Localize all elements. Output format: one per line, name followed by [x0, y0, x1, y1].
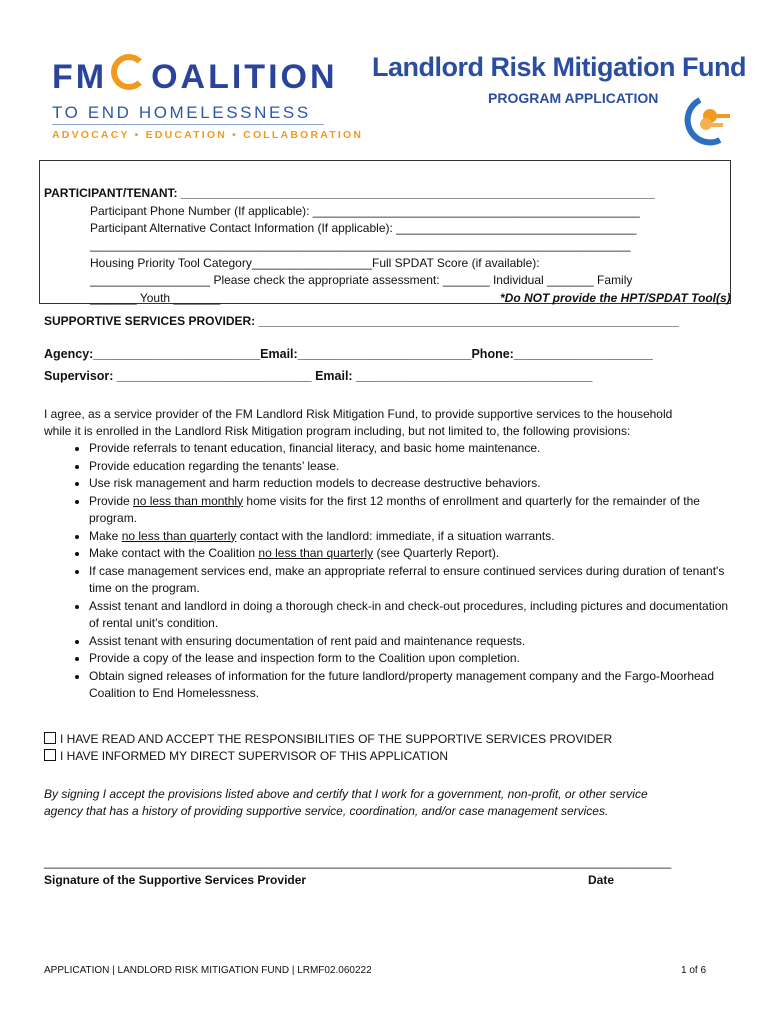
- list-item: • Assist tenant with ensuring documentation of rent paid and maintenance requests.: [89, 633, 729, 651]
- informed-checkbox-row[interactable]: [44, 749, 448, 763]
- informed-label: I HAVE INFORMED MY DIRECT SUPERVISOR OF THIS APPLICATION: [60, 749, 449, 763]
- signature-label: Signature of the Supportive Services Provider: [44, 873, 307, 887]
- tool-note: *Do NOT provide the HPT/SPDAT Tool(s): [500, 291, 731, 305]
- logo-tagline: TO END HOMELESSNESS: [52, 103, 311, 122]
- list-item: • Use risk management and harm reduction models to decrease destructive behaviors.: [89, 475, 729, 493]
- keys-icon: [680, 94, 732, 146]
- agreement-intro-1: I agree, as a service provider of the FM Landlord Risk Mitigation Fund, to provide supportive services to the household: [44, 407, 673, 421]
- logo-fm-text: FM: [52, 58, 108, 96]
- page-number: 1 of 6: [681, 965, 707, 976]
- list-item: • Make no less than quarterly contact with the landlord: immediate, if a situation warrants.: [89, 528, 729, 546]
- list-item: • Provide a copy of the lease and inspection form to the Coalition upon completion.: [89, 650, 729, 668]
- youth-field[interactable]: _______ Youth _______: [90, 291, 221, 305]
- list-item: • Provide no less than monthly home visits for the first 12 months of enrollment and quarterly for the remainder of the program.: [89, 493, 729, 528]
- provisions-list: [44, 440, 729, 703]
- logo-oalition-text: OALITION: [151, 58, 338, 96]
- assessment-field[interactable]: __________________ Please check the appropriate assessment: _______ Individual _______ Family: [90, 273, 633, 287]
- participant-phone-field[interactable]: Participant Phone Number (If applicable): _________________________________________________: [90, 204, 640, 218]
- list-item: • Make contact with the Coalition no less than quarterly (see Quarterly Report).: [89, 545, 729, 563]
- page-title: Landlord Risk Mitigation Fund: [372, 52, 746, 82]
- logo-divider: [52, 124, 324, 125]
- accept-label: I HAVE READ AND ACCEPT THE RESPONSIBILITIES OF THE SUPPORTIVE SERVICES PROVIDER: [60, 732, 613, 746]
- participant-blank-line[interactable]: _________________________________________________________________________________: [90, 238, 631, 252]
- informed-checkbox[interactable]: [44, 749, 56, 761]
- list-item: • Provide education regarding the tenants’ lease.: [89, 458, 729, 476]
- list-item: • If case management services end, make an appropriate referral to ensure continued services during duration of tenant's time on the program.: [89, 563, 729, 598]
- supervisor-fields[interactable]: Supervisor: ____________________________ Email: __________________________________: [44, 369, 593, 383]
- agreement-intro-2: while it is enrolled in the Landlord Risk Mitigation program including, but not limited to, the following provisions:: [44, 424, 631, 438]
- footer-document-id: APPLICATION | LANDLORD RISK MITIGATION FUND | LRMF02.060222: [44, 965, 372, 976]
- logo-motto: ADVOCACY • EDUCATION • COLLABORATION: [52, 129, 364, 141]
- accept-checkbox-row[interactable]: [44, 732, 612, 746]
- accept-checkbox[interactable]: [44, 732, 56, 744]
- date-label: Date: [588, 873, 615, 887]
- page-subtitle: PROGRAM APPLICATION: [488, 90, 659, 106]
- list-item: • Assist tenant and landlord in doing a thorough check-in and check-out procedures, including pictures and documentation of rental unit’s condition.: [89, 598, 729, 633]
- participant-label: PARTICIPANT/TENANT: _______________________________________________________________________: [44, 186, 655, 200]
- provider-field[interactable]: SUPPORTIVE SERVICES PROVIDER: _______________________________________________________________: [44, 314, 679, 328]
- certify-line-1: By signing I accept the provisions listed above and certify that I work for a government, non-profit, or other service: [44, 787, 648, 801]
- certify-line-2: agency that has a history of providing supportive service, coordination, and/or case management services.: [44, 804, 609, 818]
- signature-line[interactable]: ______________________________________________________________________________________________: [44, 855, 672, 869]
- logo-c-ring-icon: [111, 54, 147, 90]
- participant-alt-contact-field[interactable]: Participant Alternative Contact Information (If applicable): ____________________________________: [90, 221, 637, 235]
- logo-wordmark: [52, 54, 338, 97]
- list-item: • Provide referrals to tenant education, financial literacy, and basic home maintenance.: [89, 440, 729, 458]
- participant-name-field[interactable]: _______________________________________________________________________: [180, 186, 655, 200]
- housing-priority-field[interactable]: Housing Priority Tool Category__________________Full SPDAT Score (if available):: [90, 256, 540, 270]
- list-item: • Obtain signed releases of information for the future landlord/property management company and the Fargo-Moorhead Coalition to End Homelessness.: [89, 668, 729, 703]
- agency-email-phone-fields[interactable]: Agency:________________________Email:_________________________Phone:____________________: [44, 347, 653, 361]
